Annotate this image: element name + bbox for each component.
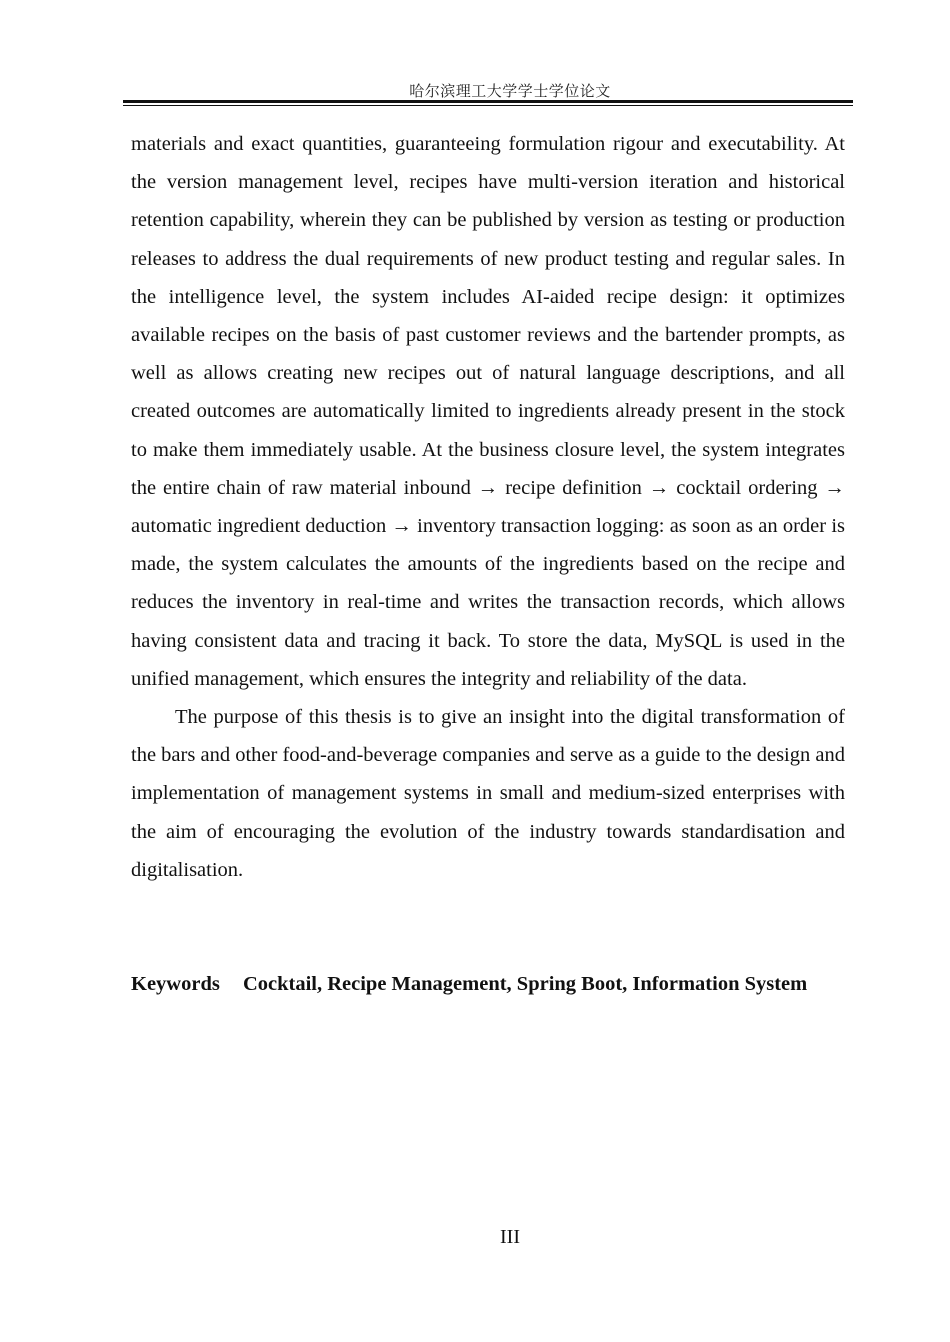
header-rule-thin — [123, 105, 853, 106]
abstract-paragraph-2: The purpose of this thesis is to give an insight into the digital transformation of the bars and other food-and-beverage companies and serve as a guide to the design and implementation of management systems in small and medium-sized enterprises with the aim of encouraging the evolution of the industry towards standardisation and digitalisation. — [131, 706, 845, 881]
header-rule-thick — [123, 100, 853, 103]
keywords-line — [131, 965, 845, 1004]
keywords-label: Keywords — [131, 973, 220, 995]
running-header-title: 哈尔滨理工大学学士学位论文 — [409, 82, 611, 100]
page-number: III — [500, 1226, 520, 1248]
abstract-body — [131, 125, 845, 889]
abstract-paragraph-1: materials and exact quantities, guaranteeing formulation rigour and executability. At the version management level, recipes have multi-version iteration and historical retention capability, wherein they can be published by version as testing or production releases to address the dual requirements of new product testing and regular sales. In the intelligence level, the system includes AI-aided recipe design: it optimizes available recipes on the basis of past customer reviews and the bartender prompts, as well as allows creating new recipes out of natural language descriptions, and all created outcomes are automatically limited to ingredients already present in the stock to make them immediately usable. At the business closure level, the system integrates the entire chain of raw material inbound → recipe definition → cocktail ordering → automatic ingredient deduction → inventory transaction logging: as soon as an order is made, the system calculates the amounts of the ingredients based on the recipe and reduces the inventory in real-time and writes the transaction records, which allows having consistent data and tracing it back. To store the data, MySQL is used in the unified management, which ensures the integrity and reliability of the data. — [131, 133, 845, 690]
keywords-text: Cocktail, Recipe Management, Spring Boot, Information System — [242, 973, 808, 995]
